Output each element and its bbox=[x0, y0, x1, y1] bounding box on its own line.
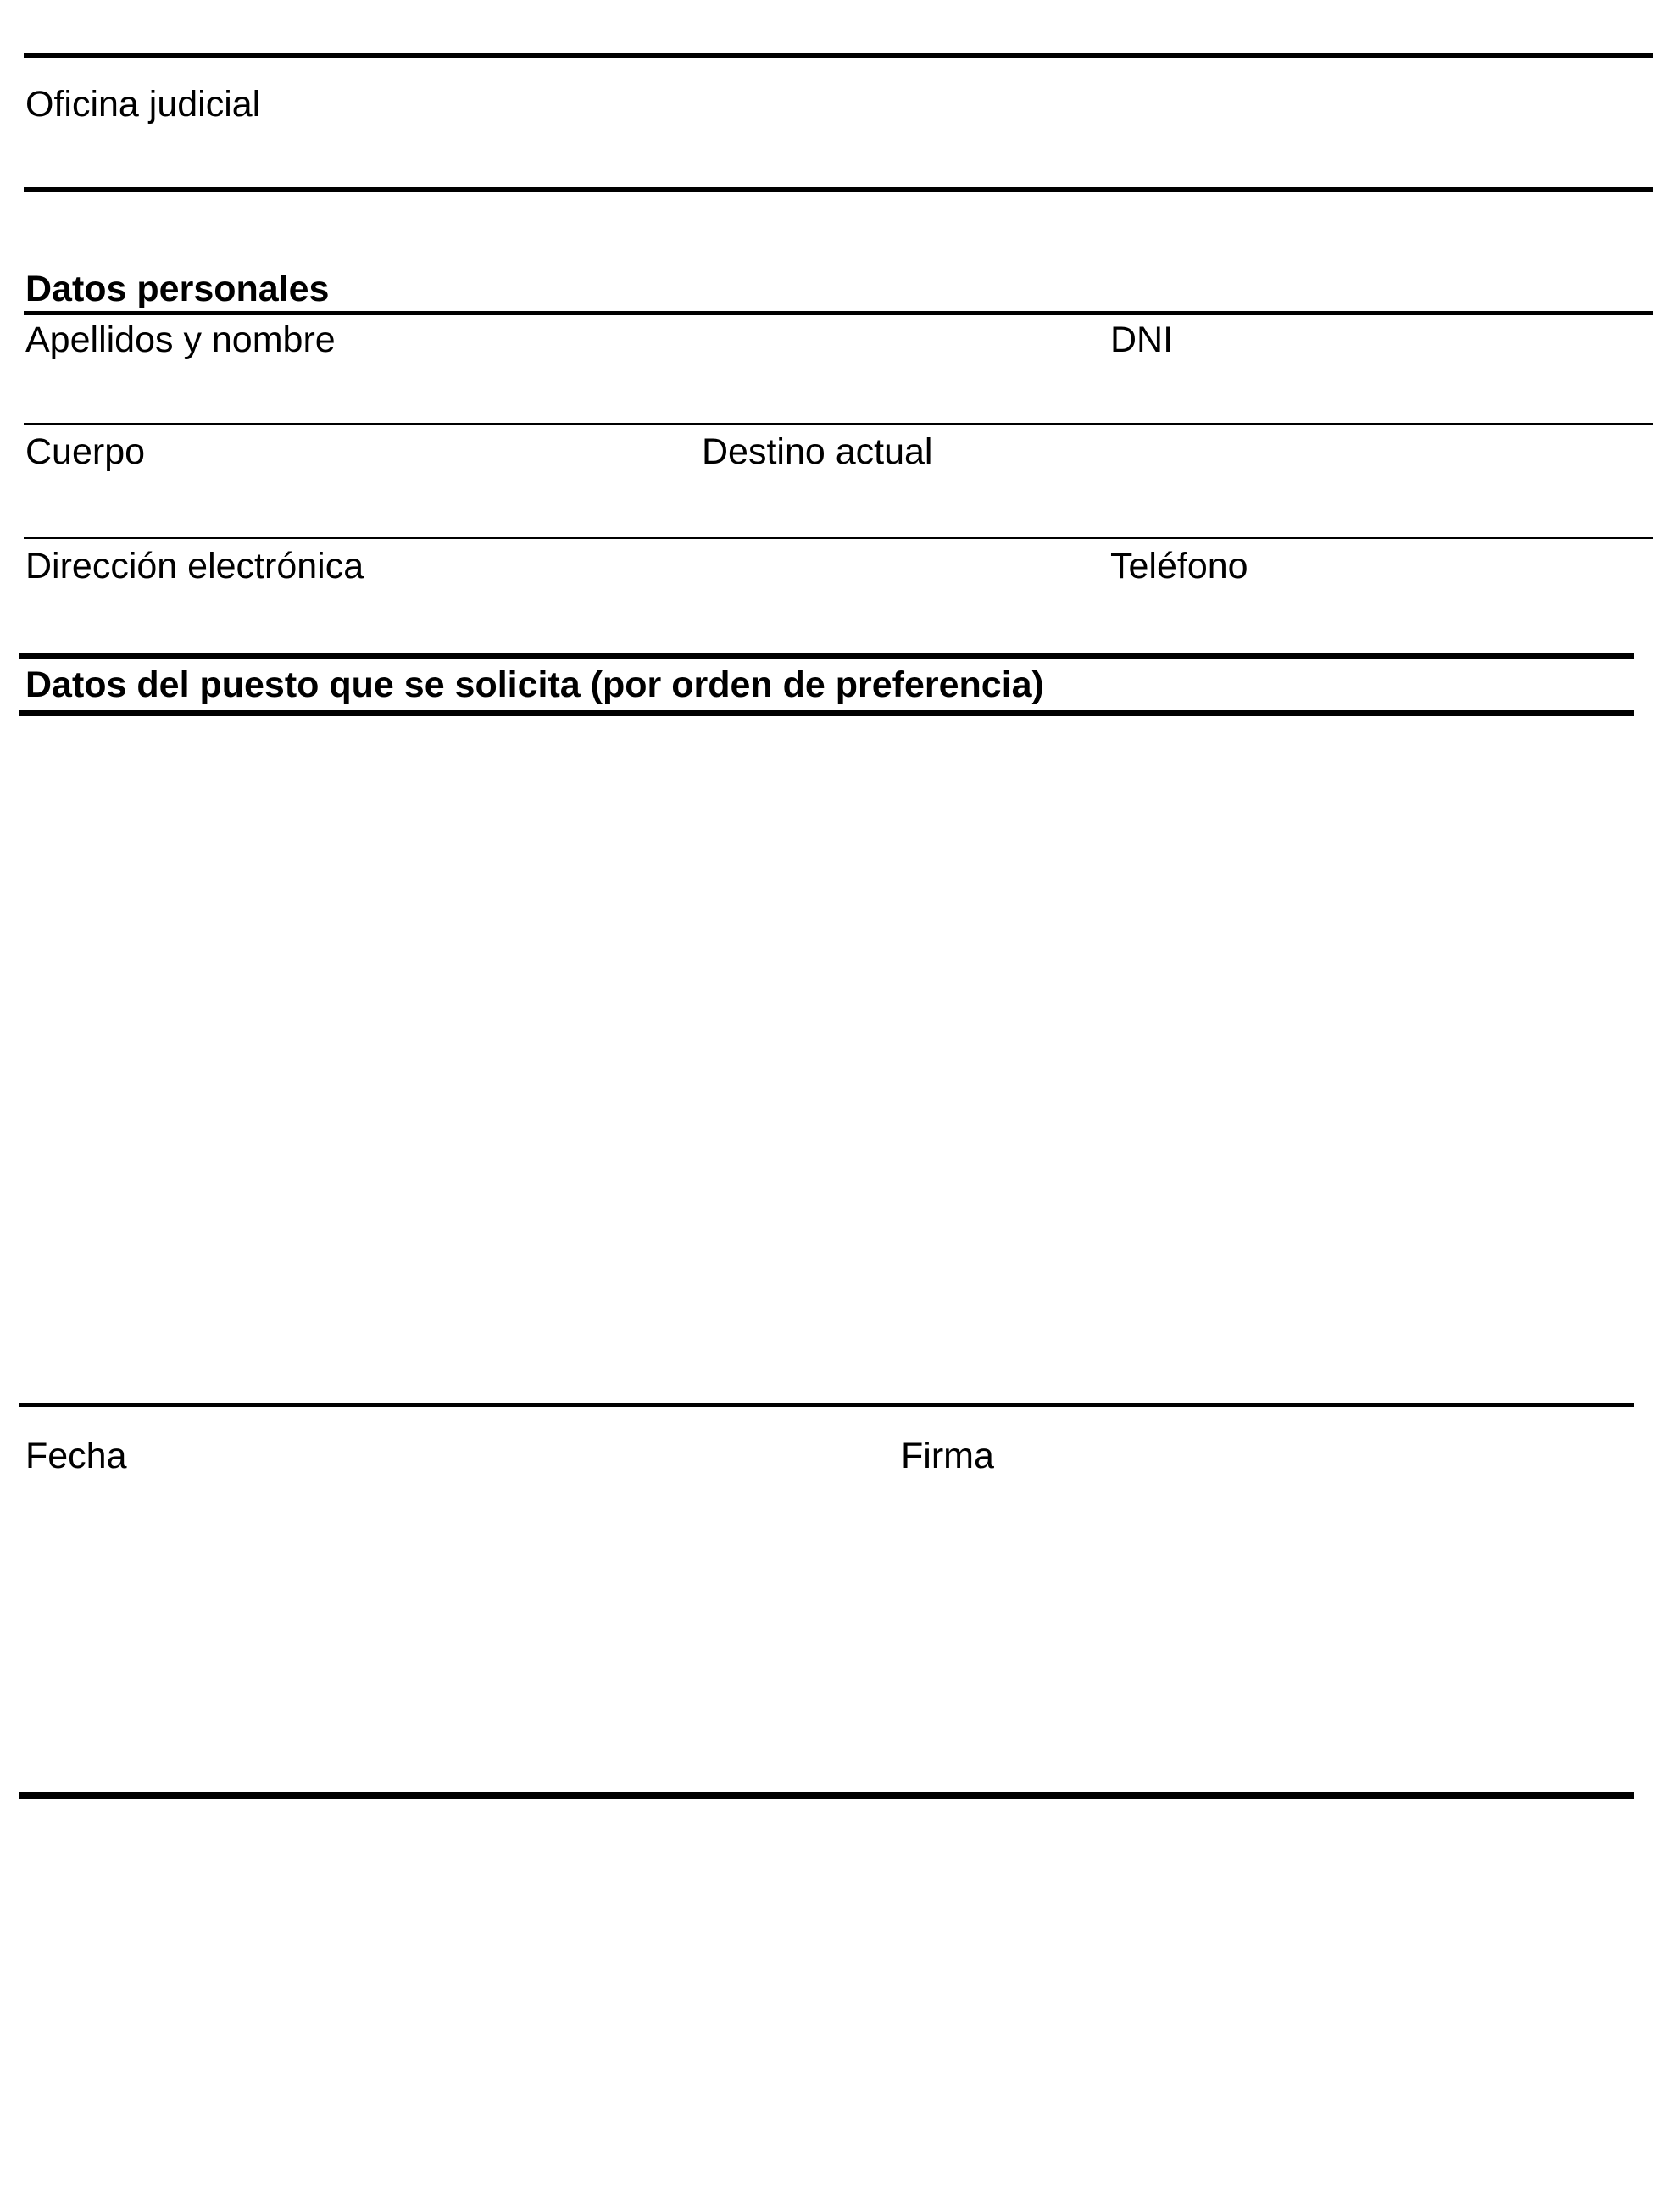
office-bottom-rule bbox=[24, 187, 1653, 192]
signature-top-rule bbox=[19, 1403, 1634, 1407]
positions-top-rule bbox=[19, 653, 1634, 659]
name-row-rule bbox=[24, 423, 1653, 425]
positions-heading: Datos del puesto que se solicita (por orden de preferencia) bbox=[25, 664, 1044, 705]
dni-label: DNI bbox=[1110, 320, 1174, 360]
corps-row-rule bbox=[24, 537, 1653, 539]
name-label: Apellidos y nombre bbox=[25, 320, 336, 360]
date-label: Fecha bbox=[25, 1436, 127, 1476]
phone-label: Teléfono bbox=[1110, 546, 1248, 586]
top-rule bbox=[24, 53, 1653, 58]
destination-label: Destino actual bbox=[702, 431, 933, 472]
corps-label: Cuerpo bbox=[25, 431, 146, 472]
personal-heading-rule bbox=[24, 311, 1653, 315]
office-label: Oficina judicial bbox=[25, 84, 261, 125]
bottom-rule bbox=[19, 1792, 1634, 1799]
email-label: Dirección electrónica bbox=[25, 546, 364, 586]
personal-data-heading: Datos personales bbox=[25, 269, 330, 309]
positions-bottom-rule bbox=[19, 710, 1634, 716]
signature-label: Firma bbox=[901, 1436, 994, 1476]
